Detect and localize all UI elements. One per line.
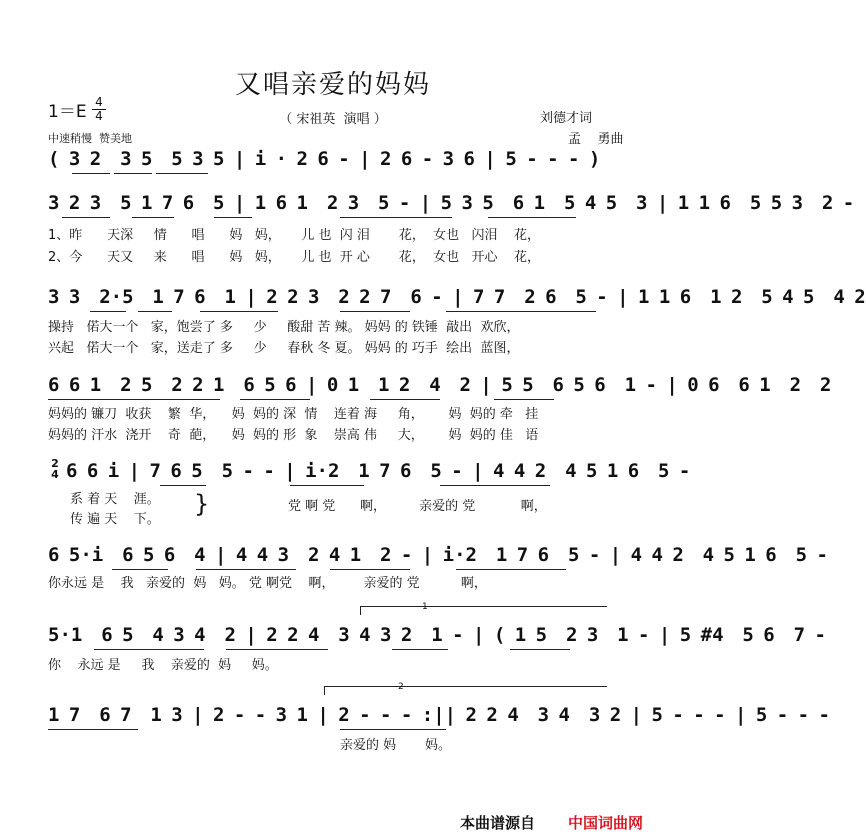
brace: } bbox=[194, 490, 210, 518]
tempo-marking: 中速稍慢 赞美地 bbox=[48, 132, 132, 145]
notation-row: 6 6 1 2 5 2 2 1 6 5 6 | 0 1 1 2 4 2 | 5 5 6 5 6 1 - | 0 6 6 1 2 2 bbox=[48, 374, 832, 396]
time-numerator: 4 bbox=[95, 95, 103, 109]
lyric-line: 传 遍 天 下。 bbox=[70, 512, 160, 527]
key-signature: 1＝E bbox=[48, 102, 87, 122]
singer-credit: （ 宋祖英 演唱 ） bbox=[279, 112, 387, 127]
lyric-line: 你永远 是 我 亲爱的 妈 妈。 党 啊党 啊， 亲爱的 党 啊， bbox=[48, 576, 487, 591]
lyric-line: 你 永远 是 我 亲爱的 妈 妈。 bbox=[48, 658, 278, 673]
volta-first-ending bbox=[360, 606, 607, 615]
lyric-line: 亲爱的 妈 妈。 bbox=[340, 738, 452, 753]
lyric-line: 1、昨 天深 情 唱 妈 妈， 儿 也 闪 泪 花， 女也 闪泪 花， bbox=[48, 228, 541, 243]
notation-row: 6 5·i 6 5 6 4 | 4 4 3 2 4 1 2 - | i·2 1 7 6 5 - | 4 4 2 4 5 1 6 5 - bbox=[48, 544, 828, 566]
lyricist-credit: 刘德才词 bbox=[540, 111, 593, 126]
notation-row: 3 3 2·5 1 7 6 1 | 2 2 3 2 2 7 6 - | 7 7 2 6 5 - | 1 1 6 1 2 5 4 5 4 2 bbox=[48, 286, 866, 308]
lyric-line: 2、今 天又 来 唱 妈 妈， 儿 也 开 心 花， 女也 开心 花， bbox=[48, 250, 541, 265]
lyric-line: 系 着 天 涯。 bbox=[70, 492, 160, 507]
notation-row: 3 2 3 5 1 7 6 5 | 1 6 1 2 3 5 - | 5 3 5 6 1 5 4 5 3 | 1 1 6 5 5 3 2 - bbox=[48, 192, 855, 214]
volta-number: 2 bbox=[398, 682, 404, 692]
composer-credit: 孟 勇曲 bbox=[568, 132, 624, 147]
lyric-line: 党 啊 党 啊， 亲爱的 党 啊， bbox=[288, 499, 547, 514]
notation-row: 6 6 i | 7 6 5 5 - - | i·2 1 7 6 5 - | 4 4 2 4 5 1 6 5 - bbox=[66, 460, 691, 482]
source-label: 本曲谱源自 bbox=[460, 814, 536, 832]
lyric-line: 兴起 偌大一个 家，送走了 多 少 春秋 冬 夏。 妈妈 的 巧手 绘出 蓝图， bbox=[48, 341, 520, 356]
volta-number: 1 bbox=[422, 602, 428, 612]
site-watermark: 中国词曲网 bbox=[568, 814, 644, 832]
volta-second-ending bbox=[324, 686, 607, 695]
time-signature-change: 2 4 bbox=[51, 457, 59, 481]
lyric-line: 妈妈的 汗水 浇开 奇 葩， 妈 妈的 形 象 崇高 伟 大， 妈 妈的 佳 语 bbox=[48, 428, 539, 443]
notation-row: 5·1 6 5 4 3 4 2 | 2 2 4 3 4 3 2 1 - | ( 1 5 2 3 1 - | 5 #4 5 6 7 - bbox=[48, 624, 826, 646]
lyric-line: 操持 偌大一个 家，饱尝了 多 少 酸甜 苦 辣。 妈妈 的 铁锤 敲出 欢欣， bbox=[48, 320, 520, 335]
lyric-line: 妈妈的 镰刀 收获 繁 华， 妈 妈的 深 情 连着 海 角， 妈 妈的 牵 挂 bbox=[48, 407, 539, 422]
page-title: 又唱亲爱的妈妈 bbox=[234, 70, 431, 100]
time-denominator: 4 bbox=[92, 109, 106, 123]
notation-row: 1 7 6 7 1 3 | 2 - - 3 1 | 2 - - - :|| 2 2 4 3 4 3 2 | 5 - - - | 5 - - - bbox=[48, 704, 830, 726]
notation-row: ( 3 2 3 5 5 3 5 | i · 2 6 - | 2 6 - 3 6 | 5 - - - ) bbox=[48, 148, 601, 170]
